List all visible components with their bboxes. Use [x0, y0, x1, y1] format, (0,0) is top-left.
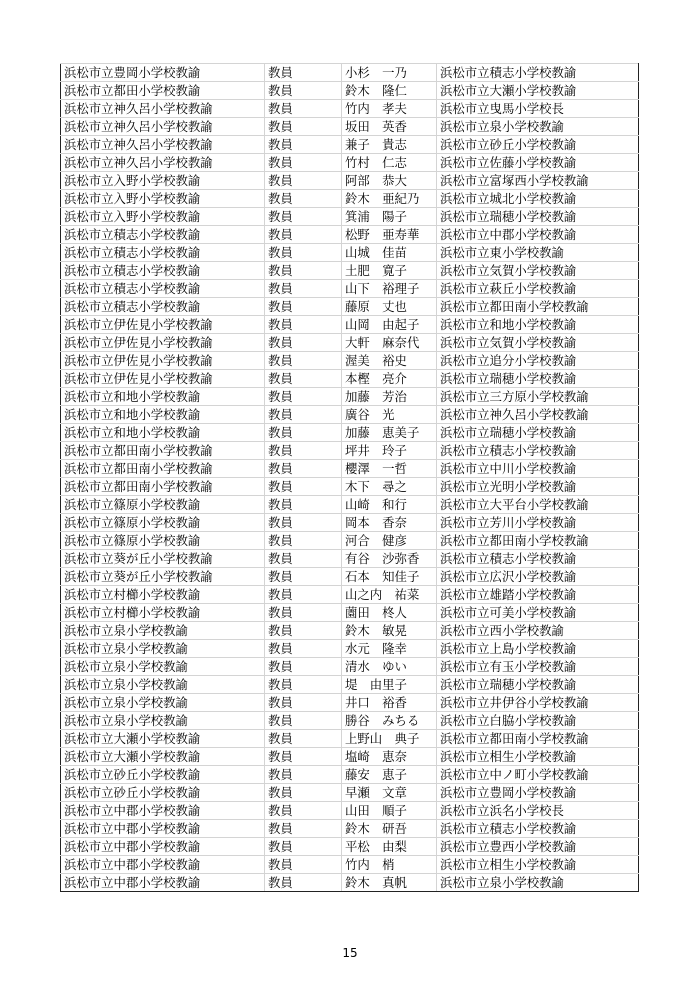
table-row [61, 766, 639, 784]
table-row [61, 802, 639, 820]
former-position-cell: 浜松市立瑞穂小学校教諭 [437, 370, 639, 388]
former-position-cell: 浜松市立砂丘小学校教諭 [437, 136, 639, 154]
table-row [61, 712, 639, 730]
table-row [61, 676, 639, 694]
new-position-cell: 浜松市立泉小学校教諭 [61, 676, 265, 694]
category-cell: 教員 [265, 226, 342, 244]
former-position-cell: 浜松市立泉小学校教諭 [437, 118, 639, 136]
name-cell: 塩崎 恵奈 [342, 748, 437, 766]
former-position-cell: 浜松市立広沢小学校教諭 [437, 568, 639, 586]
name-cell: 廣谷 光 [342, 406, 437, 424]
new-position-cell: 浜松市立葵が丘小学校教諭 [61, 550, 265, 568]
table-row [61, 820, 639, 838]
name-cell: 井口 裕香 [342, 694, 437, 712]
former-position-cell: 浜松市立井伊谷小学校教諭 [437, 694, 639, 712]
new-position-cell: 浜松市立伊佐見小学校教諭 [61, 334, 265, 352]
new-position-cell: 浜松市立葵が丘小学校教諭 [61, 568, 265, 586]
name-cell: 木下 尋之 [342, 478, 437, 496]
name-cell: 阿部 恭大 [342, 172, 437, 190]
name-cell: 山城 佳苗 [342, 244, 437, 262]
former-position-cell: 浜松市立曳馬小学校長 [437, 100, 639, 118]
category-cell: 教員 [265, 568, 342, 586]
new-position-cell: 浜松市立神久呂小学校教諭 [61, 154, 265, 172]
new-position-cell: 浜松市立入野小学校教諭 [61, 208, 265, 226]
name-cell: 箕浦 陽子 [342, 208, 437, 226]
name-cell: 小杉 一乃 [342, 64, 437, 82]
table-row [61, 532, 639, 550]
new-position-cell: 浜松市立泉小学校教諭 [61, 694, 265, 712]
category-cell: 教員 [265, 244, 342, 262]
name-cell: 勝谷 みちる [342, 712, 437, 730]
new-position-cell: 浜松市立中郡小学校教諭 [61, 838, 265, 856]
former-position-cell: 浜松市立萩丘小学校教諭 [437, 280, 639, 298]
former-position-cell: 浜松市立富塚西小学校教諭 [437, 172, 639, 190]
former-position-cell: 浜松市立積志小学校教諭 [437, 550, 639, 568]
category-cell: 教員 [265, 442, 342, 460]
former-position-cell: 浜松市立雄踏小学校教諭 [437, 586, 639, 604]
new-position-cell: 浜松市立積志小学校教諭 [61, 226, 265, 244]
new-position-cell: 浜松市立都田南小学校教諭 [61, 460, 265, 478]
former-position-cell: 浜松市立和地小学校教諭 [437, 316, 639, 334]
new-position-cell: 浜松市立篠原小学校教諭 [61, 496, 265, 514]
former-position-cell: 浜松市立有玉小学校教諭 [437, 658, 639, 676]
category-cell: 教員 [265, 748, 342, 766]
table-row [61, 208, 639, 226]
former-position-cell: 浜松市立豊岡小学校教諭 [437, 784, 639, 802]
name-cell: 兼子 貴志 [342, 136, 437, 154]
table-row [61, 838, 639, 856]
category-cell: 教員 [265, 334, 342, 352]
new-position-cell: 浜松市立篠原小学校教諭 [61, 532, 265, 550]
table-row [61, 352, 639, 370]
new-position-cell: 浜松市立村櫛小学校教諭 [61, 586, 265, 604]
category-cell: 教員 [265, 370, 342, 388]
name-cell: 加藤 恵美子 [342, 424, 437, 442]
personnel-table [60, 63, 639, 892]
category-cell: 教員 [265, 784, 342, 802]
category-cell: 教員 [265, 694, 342, 712]
category-cell: 教員 [265, 622, 342, 640]
category-cell: 教員 [265, 712, 342, 730]
category-cell: 教員 [265, 550, 342, 568]
former-position-cell: 浜松市立光明小学校教諭 [437, 478, 639, 496]
name-cell: 堤 由里子 [342, 676, 437, 694]
table-row [61, 244, 639, 262]
name-cell: 鈴木 敏晃 [342, 622, 437, 640]
former-position-cell: 浜松市立西小学校教諭 [437, 622, 639, 640]
name-cell: 清水 ゆい [342, 658, 437, 676]
former-position-cell: 浜松市立相生小学校教諭 [437, 748, 639, 766]
category-cell: 教員 [265, 316, 342, 334]
category-cell: 教員 [265, 856, 342, 874]
category-cell: 教員 [265, 154, 342, 172]
new-position-cell: 浜松市立神久呂小学校教諭 [61, 118, 265, 136]
table-row [61, 658, 639, 676]
category-cell: 教員 [265, 514, 342, 532]
new-position-cell: 浜松市立積志小学校教諭 [61, 298, 265, 316]
name-cell: 藤原 丈也 [342, 298, 437, 316]
table-row [61, 316, 639, 334]
name-cell: 水元 隆幸 [342, 640, 437, 658]
category-cell: 教員 [265, 640, 342, 658]
table-row [61, 82, 639, 100]
former-position-cell: 浜松市立中川小学校教諭 [437, 460, 639, 478]
name-cell: 鈴木 亜紀乃 [342, 190, 437, 208]
former-position-cell: 浜松市立都田南小学校教諭 [437, 730, 639, 748]
category-cell: 教員 [265, 136, 342, 154]
category-cell: 教員 [265, 766, 342, 784]
category-cell: 教員 [265, 262, 342, 280]
new-position-cell: 浜松市立伊佐見小学校教諭 [61, 316, 265, 334]
new-position-cell: 浜松市立都田小学校教諭 [61, 82, 265, 100]
name-cell: 石本 知佳子 [342, 568, 437, 586]
new-position-cell: 浜松市立中郡小学校教諭 [61, 856, 265, 874]
name-cell: 土肥 寛子 [342, 262, 437, 280]
category-cell: 教員 [265, 874, 342, 892]
new-position-cell: 浜松市立神久呂小学校教諭 [61, 100, 265, 118]
table-row [61, 640, 639, 658]
name-cell: 鈴木 研吾 [342, 820, 437, 838]
table-row [61, 496, 639, 514]
name-cell: 早瀬 文章 [342, 784, 437, 802]
table-row [61, 172, 639, 190]
name-cell: 竹内 孝夫 [342, 100, 437, 118]
table-row [61, 136, 639, 154]
table-row [61, 370, 639, 388]
name-cell: 竹内 梢 [342, 856, 437, 874]
new-position-cell: 浜松市立入野小学校教諭 [61, 190, 265, 208]
table-row [61, 460, 639, 478]
table-row [61, 568, 639, 586]
new-position-cell: 浜松市立豊岡小学校教諭 [61, 64, 265, 82]
name-cell: 松野 亜寿華 [342, 226, 437, 244]
former-position-cell: 浜松市立白脇小学校教諭 [437, 712, 639, 730]
new-position-cell: 浜松市立泉小学校教諭 [61, 640, 265, 658]
new-position-cell: 浜松市立大瀬小学校教諭 [61, 730, 265, 748]
category-cell: 教員 [265, 460, 342, 478]
category-cell: 教員 [265, 64, 342, 82]
category-cell: 教員 [265, 82, 342, 100]
new-position-cell: 浜松市立積志小学校教諭 [61, 280, 265, 298]
new-position-cell: 浜松市立中郡小学校教諭 [61, 820, 265, 838]
category-cell: 教員 [265, 100, 342, 118]
former-position-cell: 浜松市立都田南小学校教諭 [437, 532, 639, 550]
new-position-cell: 浜松市立村櫛小学校教諭 [61, 604, 265, 622]
former-position-cell: 浜松市立都田南小学校教諭 [437, 298, 639, 316]
former-position-cell: 浜松市立追分小学校教諭 [437, 352, 639, 370]
new-position-cell: 浜松市立泉小学校教諭 [61, 622, 265, 640]
former-position-cell: 浜松市立豊西小学校教諭 [437, 838, 639, 856]
name-cell: 山之内 祐菜 [342, 586, 437, 604]
new-position-cell: 浜松市立泉小学校教諭 [61, 712, 265, 730]
new-position-cell: 浜松市立泉小学校教諭 [61, 658, 265, 676]
personnel-table-body [61, 64, 639, 892]
category-cell: 教員 [265, 352, 342, 370]
category-cell: 教員 [265, 118, 342, 136]
category-cell: 教員 [265, 406, 342, 424]
page-number: 15 [342, 946, 358, 960]
category-cell: 教員 [265, 820, 342, 838]
name-cell: 有谷 沙弥香 [342, 550, 437, 568]
former-position-cell: 浜松市立中郡小学校教諭 [437, 226, 639, 244]
name-cell: 渥美 裕史 [342, 352, 437, 370]
name-cell: 鈴木 隆仁 [342, 82, 437, 100]
former-position-cell: 浜松市立積志小学校教諭 [437, 820, 639, 838]
new-position-cell: 浜松市立都田南小学校教諭 [61, 442, 265, 460]
former-position-cell: 浜松市立上島小学校教諭 [437, 640, 639, 658]
name-cell: 竹村 仁志 [342, 154, 437, 172]
name-cell: 藤安 恵子 [342, 766, 437, 784]
former-position-cell: 浜松市立大平台小学校教諭 [437, 496, 639, 514]
table-row [61, 514, 639, 532]
table-row [61, 784, 639, 802]
table-row [61, 856, 639, 874]
table-row [61, 262, 639, 280]
name-cell: 山下 裕理子 [342, 280, 437, 298]
name-cell: 鈴木 真帆 [342, 874, 437, 892]
name-cell: 山田 順子 [342, 802, 437, 820]
name-cell: 山岡 由起子 [342, 316, 437, 334]
former-position-cell: 浜松市立積志小学校教諭 [437, 442, 639, 460]
category-cell: 教員 [265, 424, 342, 442]
table-row [61, 424, 639, 442]
former-position-cell: 浜松市立積志小学校教諭 [437, 64, 639, 82]
name-cell: 坂田 英香 [342, 118, 437, 136]
category-cell: 教員 [265, 388, 342, 406]
new-position-cell: 浜松市立大瀬小学校教諭 [61, 748, 265, 766]
name-cell: 坪井 玲子 [342, 442, 437, 460]
category-cell: 教員 [265, 604, 342, 622]
new-position-cell: 浜松市立中郡小学校教諭 [61, 874, 265, 892]
name-cell: 薗田 柊人 [342, 604, 437, 622]
name-cell: 山崎 和行 [342, 496, 437, 514]
table-row [61, 298, 639, 316]
table-row [61, 748, 639, 766]
name-cell: 上野山 典子 [342, 730, 437, 748]
name-cell: 平松 由梨 [342, 838, 437, 856]
table-row [61, 604, 639, 622]
name-cell: 大軒 麻奈代 [342, 334, 437, 352]
table-row [61, 586, 639, 604]
table-row [61, 190, 639, 208]
category-cell: 教員 [265, 658, 342, 676]
former-position-cell: 浜松市立気賀小学校教諭 [437, 262, 639, 280]
table-row [61, 478, 639, 496]
category-cell: 教員 [265, 586, 342, 604]
former-position-cell: 浜松市立三方原小学校教諭 [437, 388, 639, 406]
table-row [61, 622, 639, 640]
table-row [61, 874, 639, 892]
new-position-cell: 浜松市立和地小学校教諭 [61, 424, 265, 442]
new-position-cell: 浜松市立中郡小学校教諭 [61, 802, 265, 820]
category-cell: 教員 [265, 676, 342, 694]
name-cell: 加藤 芳治 [342, 388, 437, 406]
category-cell: 教員 [265, 298, 342, 316]
former-position-cell: 浜松市立瑞穂小学校教諭 [437, 208, 639, 226]
new-position-cell: 浜松市立砂丘小学校教諭 [61, 784, 265, 802]
name-cell: 本樫 亮介 [342, 370, 437, 388]
name-cell: 岡本 香奈 [342, 514, 437, 532]
table-row [61, 226, 639, 244]
former-position-cell: 浜松市立城北小学校教諭 [437, 190, 639, 208]
former-position-cell: 浜松市立瑞穂小学校教諭 [437, 676, 639, 694]
former-position-cell: 浜松市立中ノ町小学校教諭 [437, 766, 639, 784]
new-position-cell: 浜松市立伊佐見小学校教諭 [61, 370, 265, 388]
category-cell: 教員 [265, 838, 342, 856]
category-cell: 教員 [265, 730, 342, 748]
new-position-cell: 浜松市立和地小学校教諭 [61, 388, 265, 406]
new-position-cell: 浜松市立篠原小学校教諭 [61, 514, 265, 532]
category-cell: 教員 [265, 802, 342, 820]
category-cell: 教員 [265, 190, 342, 208]
table-row [61, 388, 639, 406]
name-cell: 櫻澤 一哲 [342, 460, 437, 478]
personnel-table-container [60, 63, 638, 892]
table-row [61, 100, 639, 118]
former-position-cell: 浜松市立神久呂小学校教諭 [437, 406, 639, 424]
table-row [61, 154, 639, 172]
new-position-cell: 浜松市立積志小学校教諭 [61, 262, 265, 280]
former-position-cell: 浜松市立芳川小学校教諭 [437, 514, 639, 532]
category-cell: 教員 [265, 208, 342, 226]
former-position-cell: 浜松市立気賀小学校教諭 [437, 334, 639, 352]
category-cell: 教員 [265, 496, 342, 514]
category-cell: 教員 [265, 478, 342, 496]
table-row [61, 334, 639, 352]
former-position-cell: 浜松市立佐藤小学校教諭 [437, 154, 639, 172]
table-row [61, 442, 639, 460]
name-cell: 河合 健彦 [342, 532, 437, 550]
table-row [61, 64, 639, 82]
new-position-cell: 浜松市立神久呂小学校教諭 [61, 136, 265, 154]
new-position-cell: 浜松市立伊佐見小学校教諭 [61, 352, 265, 370]
category-cell: 教員 [265, 172, 342, 190]
former-position-cell: 浜松市立東小学校教諭 [437, 244, 639, 262]
table-row [61, 118, 639, 136]
table-row [61, 406, 639, 424]
category-cell: 教員 [265, 532, 342, 550]
new-position-cell: 浜松市立和地小学校教諭 [61, 406, 265, 424]
new-position-cell: 浜松市立入野小学校教諭 [61, 172, 265, 190]
table-row [61, 694, 639, 712]
former-position-cell: 浜松市立可美小学校教諭 [437, 604, 639, 622]
former-position-cell: 浜松市立浜名小学校長 [437, 802, 639, 820]
new-position-cell: 浜松市立積志小学校教諭 [61, 244, 265, 262]
new-position-cell: 浜松市立砂丘小学校教諭 [61, 766, 265, 784]
former-position-cell: 浜松市立大瀬小学校教諭 [437, 82, 639, 100]
table-row [61, 280, 639, 298]
category-cell: 教員 [265, 280, 342, 298]
table-row [61, 730, 639, 748]
former-position-cell: 浜松市立泉小学校教諭 [437, 874, 639, 892]
former-position-cell: 浜松市立瑞穂小学校教諭 [437, 424, 639, 442]
table-row [61, 550, 639, 568]
former-position-cell: 浜松市立相生小学校教諭 [437, 856, 639, 874]
new-position-cell: 浜松市立都田南小学校教諭 [61, 478, 265, 496]
